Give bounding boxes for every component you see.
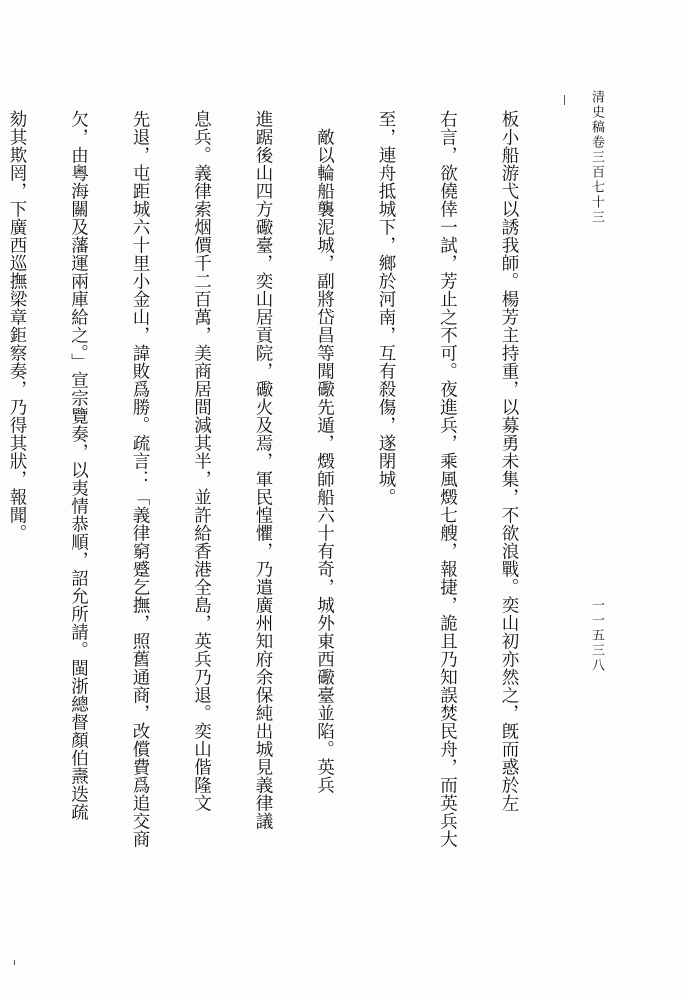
running-header-title: 清史稿卷三百七十三	[589, 90, 604, 225]
text-column: 右言，欲僥倖一試，芳止之不可。夜進兵，乘風燬七艘，報捷，詭且乃知誤焚民舟，而英兵大	[437, 110, 458, 848]
text-column: 欠，由粵海關及藩運兩庫給之。」宣宗覽奏，以夷情恭順，詔允所請。閩浙總督顏伯燾迭疏	[68, 110, 89, 822]
text-column: 至，連舟抵城下，鄉於河南，互有殺傷，遂閉城。	[376, 110, 396, 506]
text-column: 板小船游弋以誘我師。楊芳主持重，以募勇未集，不欲浪戰。奕山初亦然之，旣而惑於左	[499, 110, 519, 812]
scan-mark	[14, 960, 15, 965]
page-number: 一一五三八	[589, 598, 604, 673]
scan-mark	[564, 95, 565, 105]
text-column: 先退，屯距城六十里小金山，諱敗爲勝。疏言：「義律窮蹙乞撫，照舊通商，改償費爲追交商	[130, 110, 150, 848]
text-column: 敵以輪船襲泥城，副將岱昌等聞礮先遁，燬師船六十有奇，城外東西礮臺並陷。英兵	[314, 110, 335, 794]
text-column: 劾其欺罔，下廣西巡撫梁章鉅察奏，乃得其狀，報聞。	[7, 110, 27, 542]
text-column: 息兵。義律索烟價千二百萬，美商居間減其半，並許給香港全島，英兵乃退。奕山偕隆文	[191, 110, 212, 812]
text-column: 進踞後山四方礮臺，奕山居貢院，礮火及焉，軍民惶懼，乃遣廣州知府余保純出城見義律議	[253, 110, 273, 830]
body-text	[7, 110, 560, 880]
